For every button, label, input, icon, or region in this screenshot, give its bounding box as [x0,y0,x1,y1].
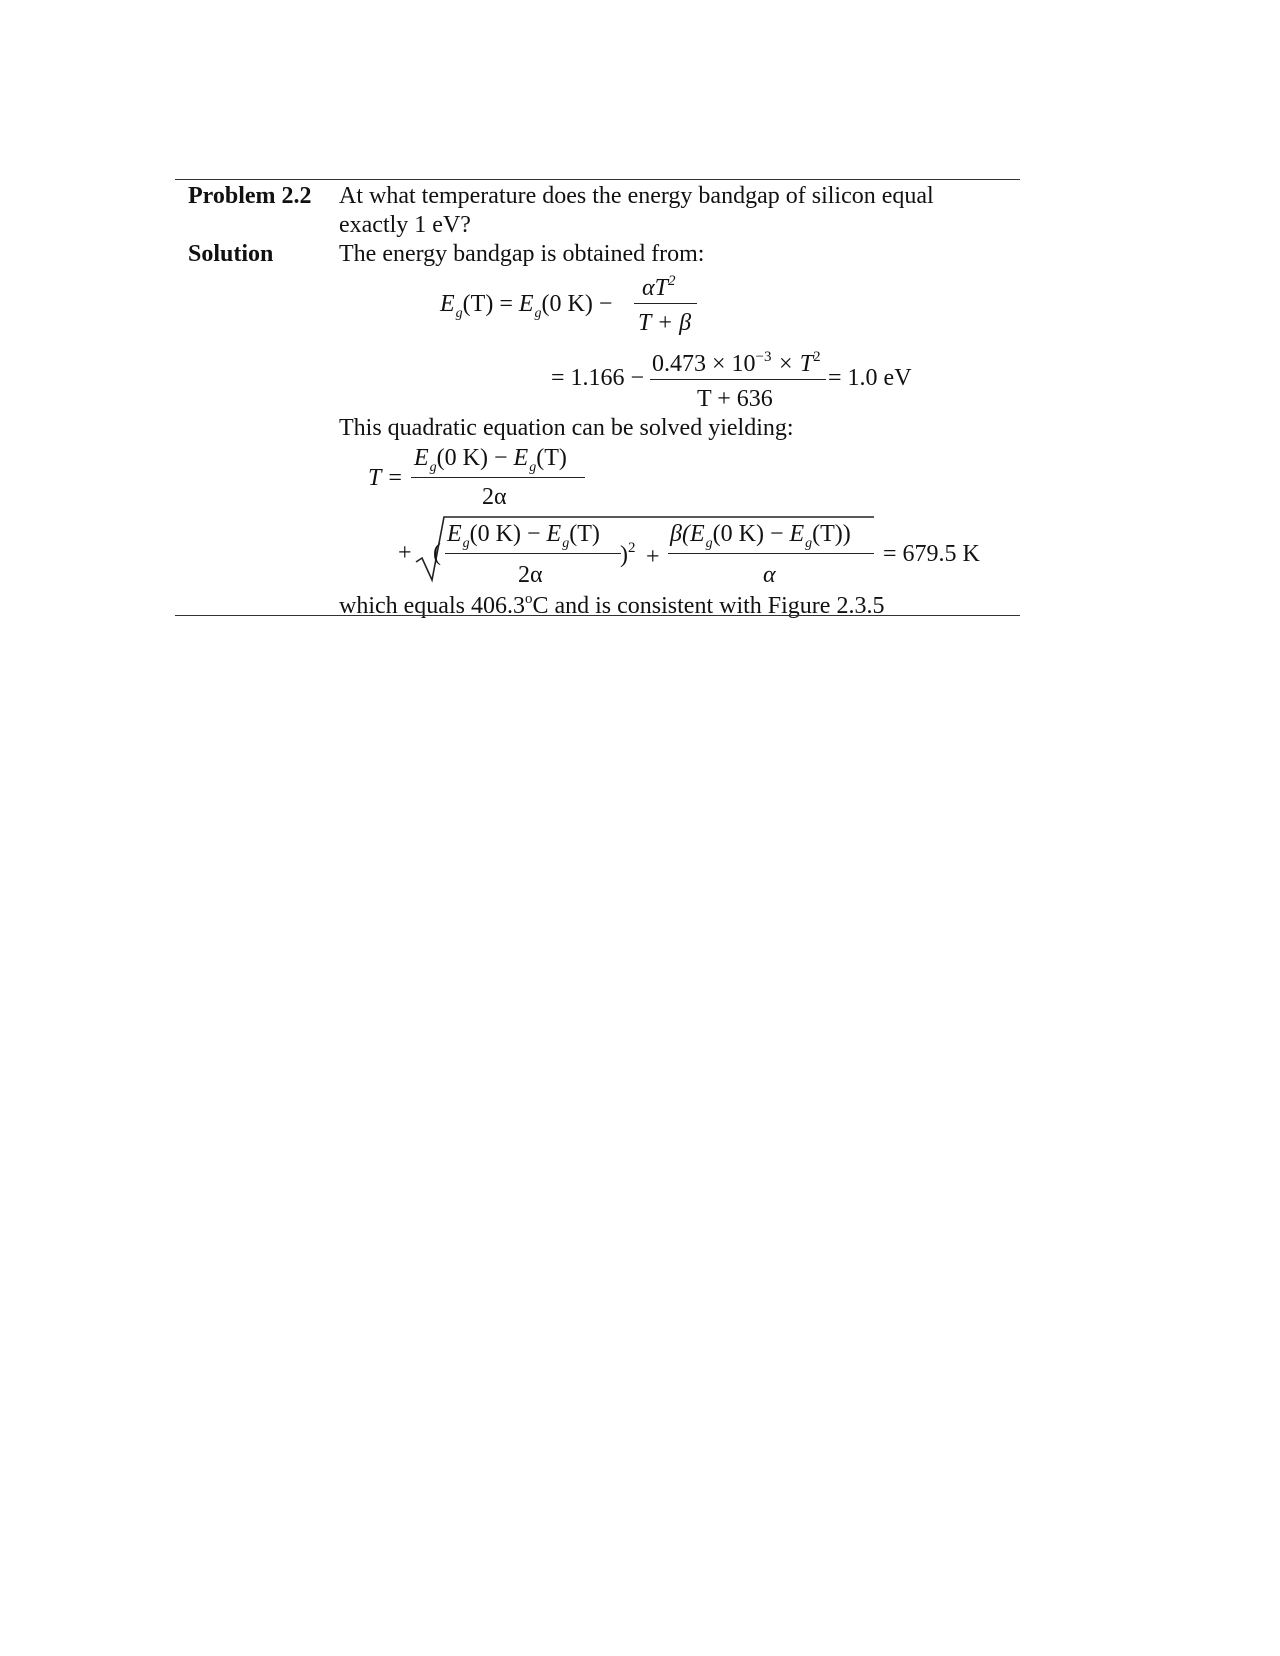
equation-4-fraction-2-numerator: $\beta(E_g(0$ $K) - E_g(T)$) [670,521,851,551]
equation-3-lhs: T = [368,465,404,491]
equation-4-plus: + [398,540,412,566]
question-line-2: exactly 1 eV? [339,212,471,238]
equation-2-fraction-bar [650,379,826,380]
equation-4-fraction-2-denominator: α [763,562,776,588]
equation-4-fraction-1-bar [445,553,621,554]
quadratic-text: This quadratic equation can be solved yielding: [339,415,794,441]
solution-label: Solution [188,241,274,267]
equation-2-result: = 1.0 eV [828,365,912,391]
bottom-rule [175,615,1020,616]
equation-4-fraction-1-denominator: 2α [518,562,543,588]
equation-1-denominator: T + β [638,310,692,336]
equation-3-denominator: 2α [482,484,507,510]
equation-3-fraction-bar [411,477,585,478]
question-line-1: At what temperature does the energy bandgap of silicon equal [339,183,934,209]
equation-2-lead: = 1.166 − [551,365,645,391]
conclusion: which equals 406.3$^o$C and is consistent with Figure 2.3.5 [339,591,885,619]
equation-2-denominator: T + 636 [697,386,773,412]
equation-4-plus-2: + [646,544,660,570]
solution-intro: The energy bandgap is obtained from: [339,241,705,267]
equation-1-fraction-bar [634,303,697,304]
equation-4-fraction-1-numerator: $E_g(0$ $K) - E_g(T)$ [447,521,600,551]
equation-3-numerator: $E_g(0$ $K) - E_g(T)$ [414,445,567,475]
problem-label: Problem 2.2 [188,183,312,209]
equation-4-result: = 679.5 K [883,541,980,567]
equation-4-open-paren: ( [433,540,441,566]
equation-4-close-paren: )$^2$ [620,540,636,568]
equation-1-numerator: $\alpha T^2$ [642,273,676,301]
equation-1-lhs: $E_g(T) = E_g(0$ K) − [440,291,613,321]
equation-4-fraction-2-bar [668,553,874,554]
equation-2-numerator: $0.473 \times 10^{-3} \times T^2$ [652,349,821,377]
top-rule [175,179,1020,180]
